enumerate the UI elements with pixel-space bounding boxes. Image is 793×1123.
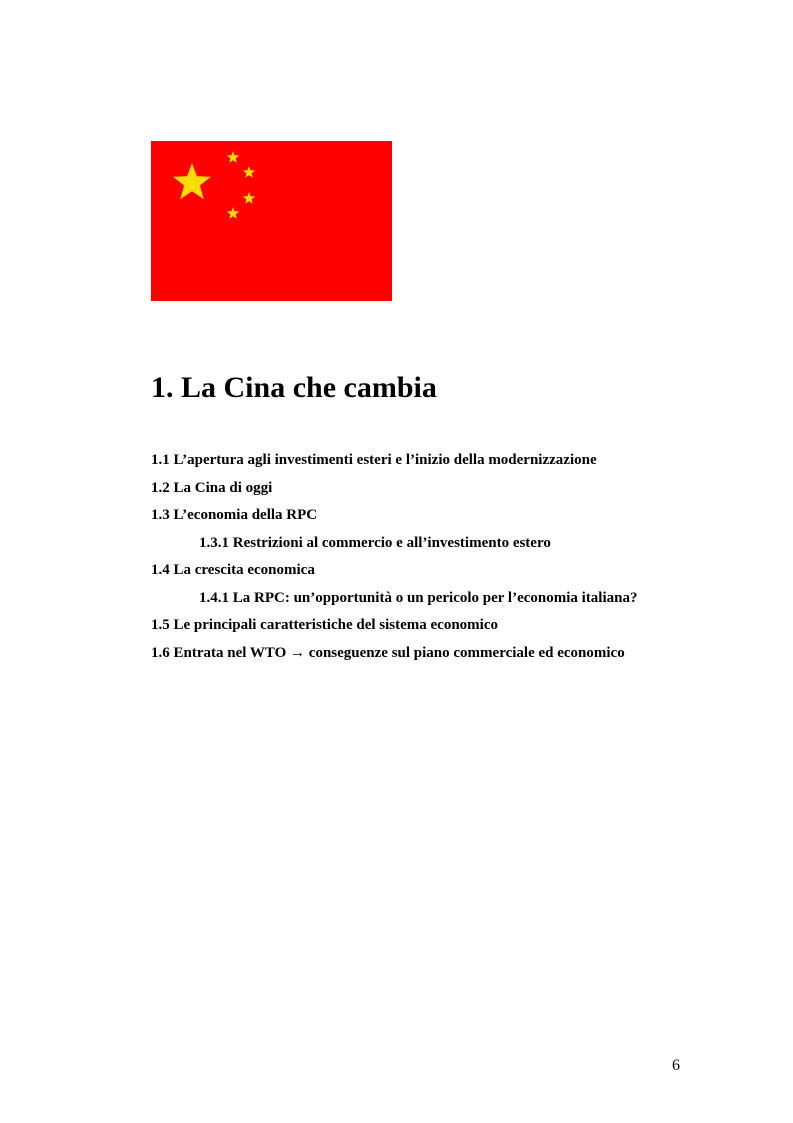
page-number: 6 (672, 1057, 680, 1074)
china-flag-icon (151, 141, 392, 301)
toc-item: 1.5 Le principali caratteristiche del sistema economico (151, 617, 499, 633)
flag-graphic (151, 141, 392, 301)
chapter-title: 1. La Cina che cambia (151, 371, 437, 404)
toc-subitem: 1.4.1 La RPC: un’opportunità o un pericolo per l’economia italiana? (199, 589, 638, 606)
toc-item: 1.3 L’economia della RPC (151, 507, 318, 523)
toc-item: 1.2 La Cina di oggi (151, 479, 273, 496)
toc-item: 1.1 L’apertura agli investimenti esteri e l’inizio della modernizzazione (151, 452, 597, 468)
toc-subitem: 1.3.1 Restrizioni al commercio e all’investimento estero (199, 534, 551, 551)
flag-field (151, 141, 392, 301)
toc-item: 1.4 La crescita economica (151, 562, 315, 578)
table-of-contents (151, 447, 638, 667)
toc-item: 1.6 Entrata nel WTO → conseguenze sul piano commerciale ed economico (151, 644, 625, 661)
